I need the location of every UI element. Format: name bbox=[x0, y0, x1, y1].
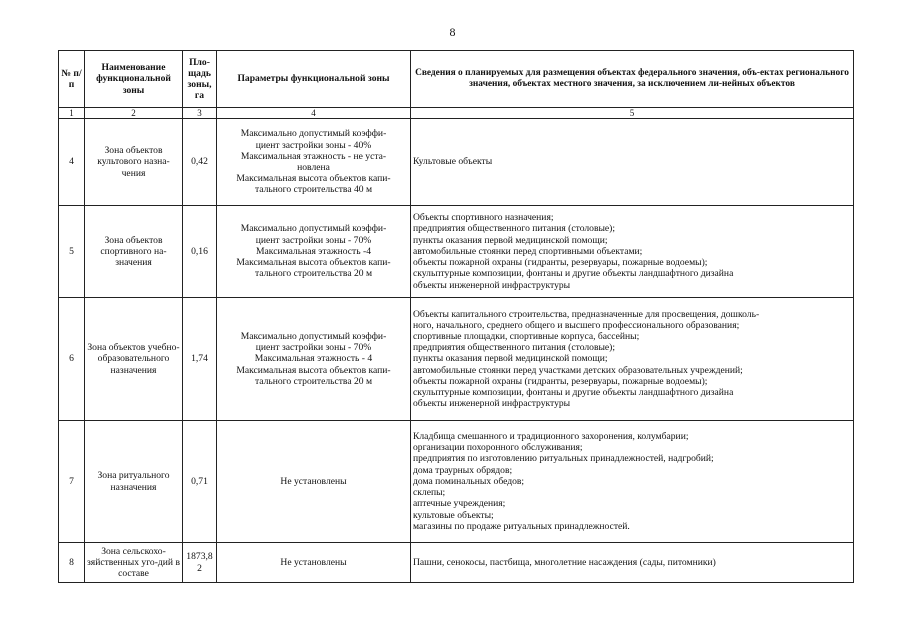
planned-object-line: автомобильные стоянки перед участками детских образовательных учреждений; bbox=[413, 364, 743, 376]
planned-object-line: объекты инженерной инфраструктуры bbox=[413, 398, 571, 410]
planned-objects bbox=[411, 206, 854, 298]
planned-object-line: объекты пожарной охраны (гидранты, резервуары, пожарные водоемы); bbox=[413, 375, 708, 387]
planned-object-line: Кладбища смешанного и традиционного захоронения, колумбарии; bbox=[413, 431, 689, 443]
parameter-line: тального строительства 40 м bbox=[254, 184, 373, 196]
parameter-line: Максимальная этажность - 4 bbox=[254, 353, 373, 365]
zone-parameters bbox=[217, 543, 411, 583]
zone-name: Зона объектов учебно-образовательного назначения bbox=[85, 298, 183, 421]
col-number: 3 bbox=[183, 108, 217, 119]
zone-name: Зона сельскохо-зяйственных уго-дий в составе bbox=[85, 543, 183, 583]
parameter-line: Максимально допустимый коэффи- bbox=[240, 128, 387, 140]
row-number: 5 bbox=[59, 206, 85, 298]
planned-object-line: Объекты капитального строительства, предназначенные для просвещения, дошколь- bbox=[413, 308, 760, 320]
parameter-line: циент застройки зоны - 70% bbox=[255, 342, 372, 354]
zone-parameters bbox=[217, 119, 411, 206]
header-area: Пло-щадь зоны, га bbox=[183, 51, 217, 108]
parameter-line: Не установлены bbox=[280, 475, 347, 487]
row-number: 4 bbox=[59, 119, 85, 206]
planned-object-line: аптечные учреждения; bbox=[413, 498, 506, 510]
col-number: 1 bbox=[59, 108, 85, 119]
table-row bbox=[59, 119, 854, 206]
planned-object-line: дома поминальных обедов; bbox=[413, 475, 525, 487]
planned-object-line: скульптурные композиции, фонтаны и другие объекты ландшафтного дизайна bbox=[413, 387, 734, 398]
parameter-line: тального строительства 20 м bbox=[254, 375, 373, 387]
header-name: Наименование функциональной зоны bbox=[85, 51, 183, 108]
planned-object-line: склепы; bbox=[413, 487, 446, 499]
zone-name: Зона объектов культового назна-чения bbox=[85, 119, 183, 206]
parameter-line: Максимальная высота объектов капи- bbox=[236, 364, 391, 376]
planned-object-line: предприятия общественного питания (столовые); bbox=[413, 223, 616, 235]
parameter-line: тального строительства 20 м bbox=[254, 268, 373, 280]
planned-object-line: предприятия общественного питания (столовые); bbox=[413, 342, 616, 354]
zone-parameters bbox=[217, 206, 411, 298]
planned-object-line: объекты пожарной охраны (гидранты, резервуары, пожарные водоемы); bbox=[413, 257, 708, 269]
page-number: 8 bbox=[449, 25, 456, 39]
zone-parameters bbox=[217, 298, 411, 421]
header-params: Параметры функциональной зоны bbox=[217, 51, 411, 108]
parameter-line: Максимальная высота объектов капи- bbox=[236, 257, 391, 269]
parameter-line: Максимально допустимый коэффи- bbox=[240, 223, 387, 235]
parameter-line: новлена bbox=[297, 162, 330, 173]
zone-area: 0,71 bbox=[183, 421, 217, 543]
planned-object-line: предприятия по изготовлению ритуальных принадлежностей, надгробий; bbox=[413, 453, 714, 465]
column-numbers-row bbox=[59, 108, 854, 119]
planned-objects bbox=[411, 421, 854, 543]
table-row bbox=[59, 206, 854, 298]
parameter-line: Максимальная этажность - не уста- bbox=[240, 150, 387, 162]
parameter-line: циент застройки зоны - 40% bbox=[255, 139, 372, 151]
planned-object-line: организации похоронного обслуживания; bbox=[413, 442, 583, 454]
parameter-line: Не установлены bbox=[280, 556, 347, 568]
zone-area: 0,16 bbox=[183, 206, 217, 298]
planned-object-line: Объекты спортивного назначения; bbox=[413, 212, 554, 224]
zone-area: 0,42 bbox=[183, 119, 217, 206]
row-number: 7 bbox=[59, 421, 85, 543]
zones-table bbox=[58, 50, 854, 583]
col-number: 4 bbox=[217, 108, 411, 119]
parameter-line: Максимально допустимый коэффи- bbox=[240, 330, 387, 342]
planned-objects bbox=[411, 298, 854, 421]
planned-object-line: Пашни, сенокосы, пастбища, многолетние насаждения (сады, питомники) bbox=[413, 556, 716, 568]
planned-object-line: дома траурных обрядов; bbox=[413, 464, 513, 476]
table-row bbox=[59, 298, 854, 421]
parameter-line: циент застройки зоны - 70% bbox=[255, 234, 372, 246]
header-num: № п/п bbox=[59, 51, 85, 108]
planned-object-line: пункты оказания первой медицинской помощи; bbox=[413, 234, 608, 246]
planned-object-line: объекты инженерной инфраструктуры bbox=[413, 279, 571, 291]
planned-object-line: Культовые объекты bbox=[413, 156, 493, 168]
planned-object-line: культовые объекты; bbox=[413, 509, 494, 521]
zone-name: Зона ритуального назначения bbox=[85, 421, 183, 543]
table-row bbox=[59, 543, 854, 583]
planned-object-line: ного, начального, среднего общего и высшего профессионального образования; bbox=[413, 319, 740, 331]
planned-objects bbox=[411, 543, 854, 583]
zone-name: Зона объектов спортивного на-значения bbox=[85, 206, 183, 298]
zone-parameters bbox=[217, 421, 411, 543]
planned-objects bbox=[411, 119, 854, 206]
planned-object-line: спортивные площадки, спортивные корпуса, бассейны; bbox=[413, 330, 640, 342]
col-number: 5 bbox=[411, 108, 854, 119]
row-number: 6 bbox=[59, 298, 85, 421]
planned-object-line: скульптурные композиции, фонтаны и другие объекты ландшафтного дизайна bbox=[413, 268, 734, 280]
parameter-line: Максимальная высота объектов капи- bbox=[236, 173, 391, 185]
planned-object-line: автомобильные стоянки перед спортивными объектами; bbox=[413, 245, 643, 257]
col-number: 2 bbox=[85, 108, 183, 119]
table-header-row bbox=[59, 51, 854, 108]
zone-area: 1873,8 2 bbox=[183, 543, 217, 583]
row-number: 8 bbox=[59, 543, 85, 583]
zone-area: 1,74 bbox=[183, 298, 217, 421]
parameter-line: Максимальная этажность -4 bbox=[255, 245, 372, 257]
header-info: Сведения о планируемых для размещения объектах федерального значения, объ-ектах регионального значения, объектах местного значения, за исключением ли-нейных объектов bbox=[411, 51, 854, 108]
table-row bbox=[59, 421, 854, 543]
planned-object-line: магазины по продаже ритуальных принадлежностей. bbox=[413, 520, 630, 532]
planned-object-line: пункты оказания первой медицинской помощи; bbox=[413, 353, 608, 365]
